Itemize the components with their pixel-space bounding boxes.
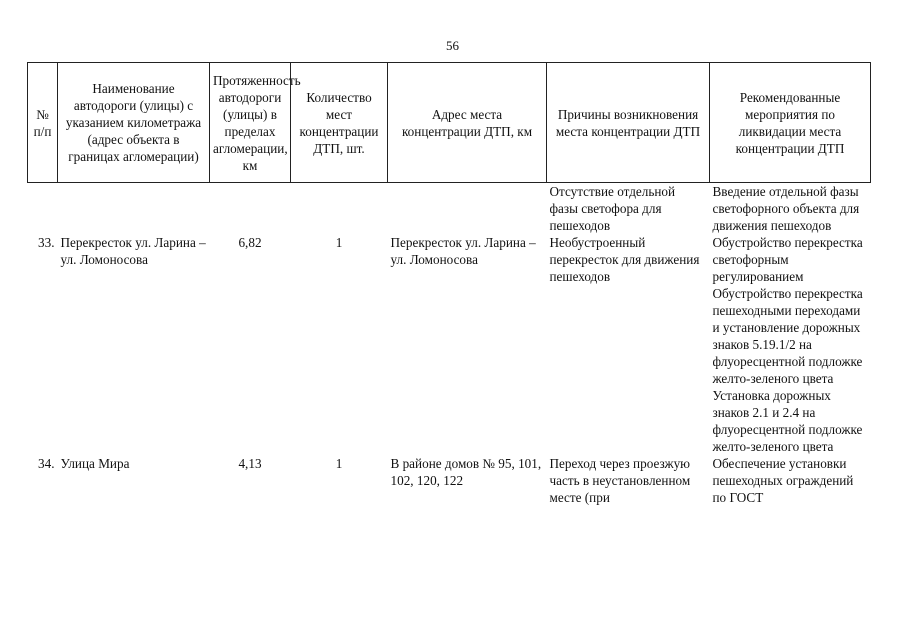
header-address: Адрес места концентрации ДТП, км: [388, 63, 547, 183]
measure-item: Обустройство перекрестка светофорным регулированием: [712, 235, 863, 284]
header-count: Количество мест концентрации ДТП, шт.: [291, 63, 388, 183]
cell-count: 1: [335, 456, 343, 471]
cell-number: 33.: [38, 235, 55, 250]
table-row-continued: [28, 183, 871, 235]
cell-length: 6,82: [238, 235, 262, 250]
cell-measures: Введение отдельной фазы светофорного объекта для движения пешеходов: [712, 184, 860, 233]
cell-road-name: Перекресток ул. Ларина – ул. Ломоносова: [60, 235, 206, 267]
page-number: 56: [446, 38, 459, 53]
cell-count: 1: [335, 235, 343, 250]
table-row: [28, 234, 871, 455]
cell-cause: Необустроенный перекресток для движения пешеходов: [549, 235, 700, 284]
cell-length: 4,13: [238, 456, 262, 471]
cell-road-name: Улица Мира: [60, 456, 130, 471]
cell-address: В районе домов № 95, 101, 102, 120, 122: [390, 456, 542, 488]
header-road-name: Наименование автодороги (улицы) с указанием километража (адрес объекта в границах агломерации): [58, 63, 210, 183]
header-cause: Причины возникновения места концентрации ДТП: [547, 63, 710, 183]
cell-cause: Отсутствие отдельной фазы светофора для пешеходов: [549, 184, 676, 233]
header-number: № п/п: [28, 63, 58, 183]
cell-measures: [710, 455, 871, 506]
measure-item: Установка дорожных знаков 2.1 и 2.4 на флуоресцентной подложке желто-зеленого цвета: [712, 388, 863, 454]
cell-measures: [710, 234, 871, 455]
measure-item: Обеспечение установки пешеходных ограждений по ГОСТ: [712, 456, 854, 505]
cell-number: 34.: [38, 456, 55, 471]
header-measures: Рекомендованные мероприятия по ликвидации места концентрации ДТП: [710, 63, 871, 183]
table-row: [28, 455, 871, 506]
table-header-row: [28, 63, 871, 183]
dtp-concentration-table: [27, 62, 871, 506]
header-length: Протяженность автодороги (улицы) в пределах агломерации, км: [210, 63, 291, 183]
cell-cause: Переход через проезжую часть в неустановленном месте (при: [549, 456, 691, 505]
measure-item: Обустройство перекрестка пешеходными переходами и установление дорожных знаков 5.19.1/2 на флуоресцентной подложке желто-зеленого цвета: [712, 286, 863, 386]
cell-address: Перекресток ул. Ларина – ул. Ломоносова: [390, 235, 536, 267]
